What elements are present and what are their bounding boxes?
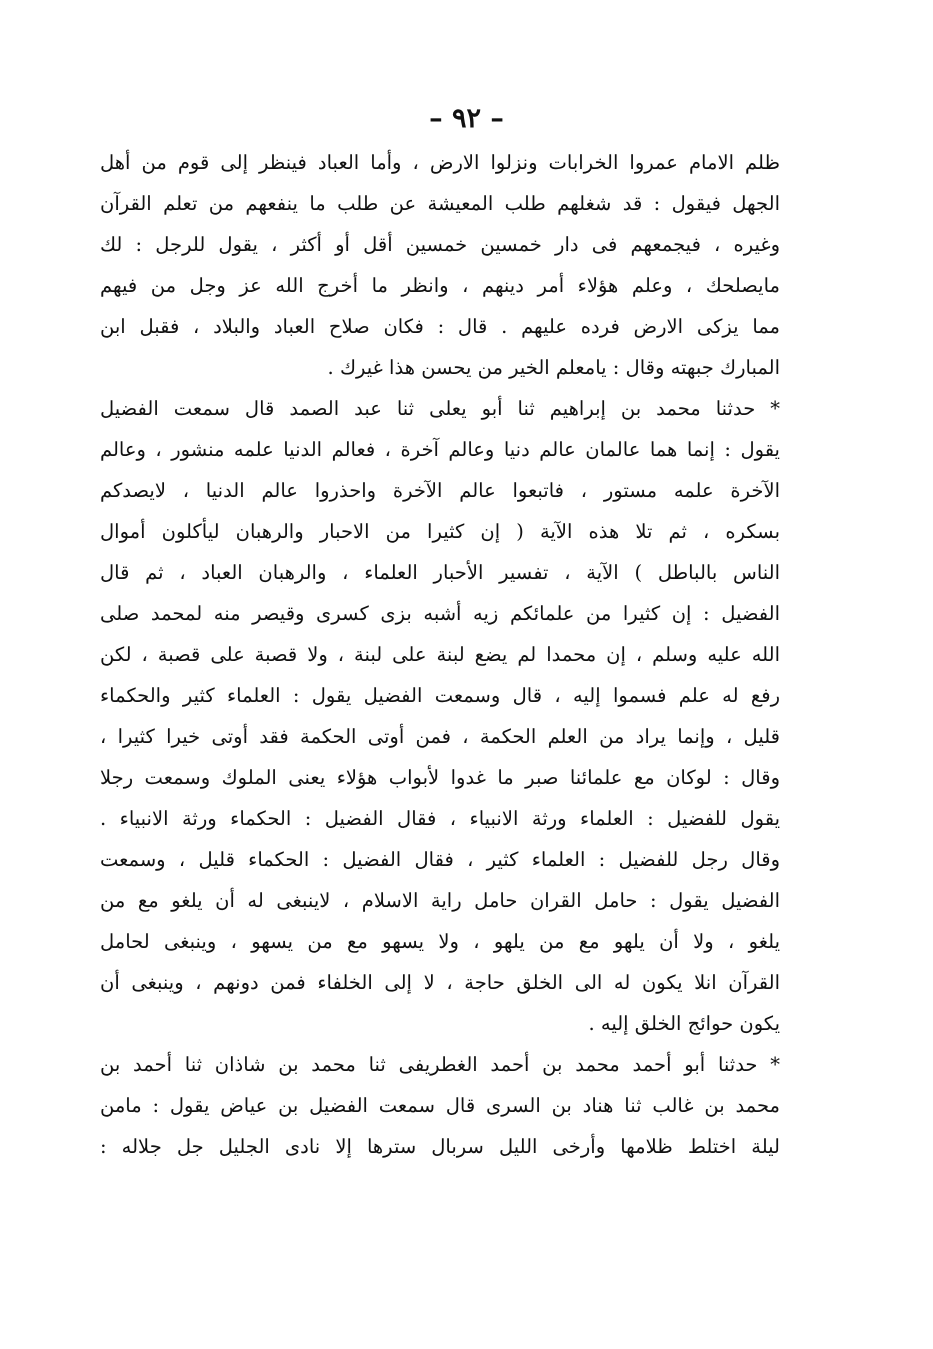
text-line: الجهل فيقول : قد شغلهم طلب المعيشة عن طلب ما ينفعهم من تعلم القرآن bbox=[100, 192, 780, 215]
text-line: الآخرة علمه مستور ، فاتبعوا عالم الآخرة واحذروا عالم الدنيا ، لايصدكم bbox=[100, 479, 780, 502]
text-line: رفع له علم فسموا إليه ، قال وسمعت الفضيل يقول : العلماء كثير والحكماء bbox=[100, 684, 780, 707]
text-line: * حدثنا محمد بن إبراهيم ثنا أبو يعلى ثنا عبد الصمد قال سمعت الفضيل bbox=[100, 397, 780, 420]
text-line: ليلة اختلط ظلامها وأرخى الليل سربال سترها إلا نادى الجليل جل جلاله : bbox=[100, 1135, 780, 1158]
text-line: الفضيل يقول : حامل القران حامل راية الاسلام ، لاينبغى له أن يلغو مع من bbox=[100, 889, 780, 912]
text-line: وغيره ، فيجمعهم فى دار خمسين خمسين أقل أو أكثر ، يقول للرجل : لك bbox=[100, 233, 780, 256]
text-line: بسكره ، ثم تلا هذه الآية ( إن كثيرا من الاحبار والرهبان ليأكلون أموال bbox=[100, 520, 780, 543]
text-line: وقال رجل للفضيل : العلماء كثير ، فقال الفضيل : الحكماء قليل ، وسمعت bbox=[100, 848, 780, 871]
text-line: الفضيل : إن كثيرا من علمائكم زيه أشبه بزى كسرى وقيصر منه لمحمد صلى bbox=[100, 602, 780, 625]
text-line: القرآن انلا يكون له الى الخلق حاجة ، لا إلى الخلفاء فمن دونهم ، وينبغى أن bbox=[100, 971, 780, 994]
text-line: مما يزكى الارض فرده عليهم . قال : فكان صلاح العباد والبلاد ، فقبل ابن bbox=[100, 315, 780, 338]
page-number: – ٩٢ – bbox=[429, 103, 504, 134]
text-line: يقول للفضيل : العلماء ورثة الانبياء ، فقال الفضيل : الحكماء ورثة الانبياء . bbox=[100, 807, 780, 830]
text-line: وقال : لوكان مع علمائنا صبر ما غدوا لأبواب هؤلاء يعنى الملوك وسمعت رجلا bbox=[100, 766, 780, 789]
text-line: المبارك جبهته وقال : يامعلم الخير من يحسن هذا غيرك . bbox=[327, 356, 780, 379]
text-line: الناس بالباطل ) الآية ، تفسير الأحبار العلماء ، والرهبان العباد ، ثم قال bbox=[100, 561, 780, 584]
text-line: قليل ، وإنما يراد من العلم الحكمة ، فمن أوتى الحكمة فقد أوتى خيرا كثيرا ، bbox=[100, 725, 780, 748]
text-line: مايصلحك ، وعلم هؤلاء أمر دينهم ، وانظر ما أخرج الله عز وجل من فيهم bbox=[100, 274, 780, 297]
text-line: الله عليه وسلم ، إن محمدا لم يضع لبنة على لبنة ، ولا قصبة على قصبة ، لكن bbox=[100, 643, 780, 666]
text-line: يقول : إنما هما عالمان عالم دنيا وعالم آخرة ، فعالم الدنيا علمه منشور ، وعالم bbox=[100, 438, 780, 461]
text-line: * حدثنا أبو أحمد محمد بن أحمد الغطريفى ثنا محمد بن شاذان ثنا أحمد بن bbox=[100, 1053, 780, 1076]
body-text bbox=[100, 142, 780, 1167]
text-line: ظلم الامام عمروا الخرابات ونزلوا الارض ، وأما العباد فينظر إلى قوم من أهل bbox=[100, 151, 780, 174]
text-line: يكون حوائج الخلق إليه . bbox=[588, 1012, 780, 1035]
text-line: يلغو ، ولا أن يلهو مع من يلهو ، ولا يسهو مع من يسهو ، وينبغى لحامل bbox=[100, 930, 780, 953]
text-line: محمد بن غالب ثنا هناد بن السرى قال سمعت الفضيل بن عياض يقول : مامن bbox=[100, 1094, 780, 1117]
